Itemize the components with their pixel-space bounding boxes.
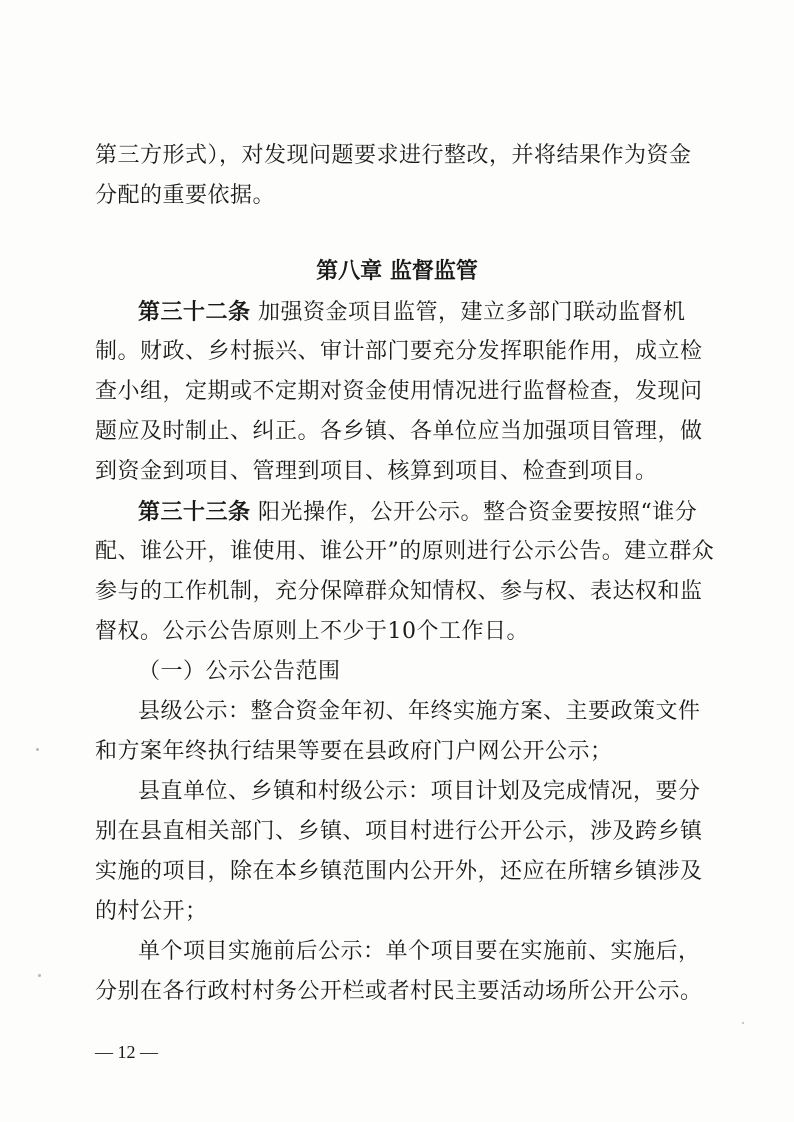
paragraph-line: 到资金到项目、管理到项目、核算到项目、检查到项目。 <box>95 459 658 484</box>
paragraph-line: 第三方形式），对发现问题要求进行整改，并将结果作为资金 <box>95 143 692 168</box>
paragraph-line: 参与的工作机制，充分保障群众知情权、参与权、表达权和监 <box>95 579 703 604</box>
paragraph-line: 配、谁公开，谁使用、谁公开”的原则进行公示公告。建立群众 <box>95 539 715 564</box>
article-33-label: 第三十三条 <box>138 499 251 525</box>
paragraph-line: 别在县直相关部门、乡镇、项目村进行公开公示，涉及跨乡镇 <box>95 819 703 844</box>
article-33-first-line <box>138 497 748 528</box>
paragraph-line: 的村公开； <box>95 899 208 924</box>
paragraph-line: 单个项目实施前后公示：单个项目要在实施前、实施后， <box>138 939 701 964</box>
paragraph-line: 查小组，定期或不定期对资金使用情况进行监督检查，发现问 <box>95 379 703 404</box>
scan-speck <box>36 748 39 751</box>
scan-speck <box>742 1022 744 1024</box>
scan-speck <box>38 974 41 977</box>
paragraph-line: 和方案年终执行结果等要在县政府门户网公开公示； <box>95 739 613 764</box>
paragraph-line: 实施的项目，除在本乡镇范围内公开外，还应在所辖乡镇涉及 <box>95 859 703 884</box>
chapter-heading: 第八章 监督监管 <box>316 259 478 284</box>
section-heading: （一）公示公告范围 <box>138 659 341 684</box>
paragraph-line: 县级公示：整合资金年初、年终实施方案、主要政策文件 <box>138 699 701 724</box>
paragraph-line: 题应及时制止、纠正。各乡镇、各单位应当加强项目管理，做 <box>95 419 703 444</box>
paragraph-line: 督权。公示公告原则上不少于10个工作日。 <box>95 619 529 644</box>
paragraph-line: 县直单位、乡镇和村级公示：项目计划及完成情况，要分 <box>138 779 701 804</box>
article-32-first-line <box>138 297 748 328</box>
paragraph-line: 分别在各行政村村务公开栏或者村民主要活动场所公开公示。 <box>95 979 703 1004</box>
paragraph-line: 分配的重要依据。 <box>95 183 276 208</box>
article-33-text: 阳光操作，公开公示。整合资金要按照“谁分 <box>258 500 698 525</box>
page-number: — 12 — <box>95 1042 158 1062</box>
article-32-label: 第三十二条 <box>138 299 251 325</box>
paragraph-line: 制。财政、乡村振兴、审计部门要充分发挥职能作用，成立检 <box>95 339 703 364</box>
article-32-text: 加强资金项目监管，建立多部门联动监督机 <box>258 300 686 325</box>
